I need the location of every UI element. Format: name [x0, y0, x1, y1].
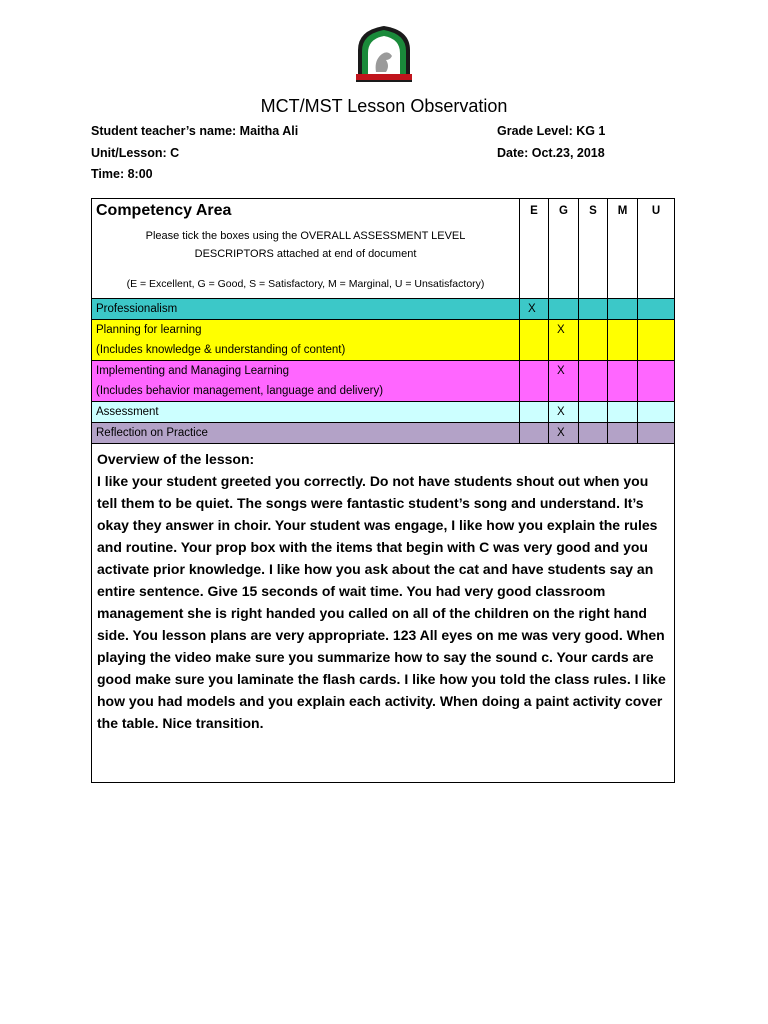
- mark-cell[interactable]: [638, 423, 675, 444]
- table-row: [92, 402, 675, 423]
- competency-implementing: [92, 361, 520, 402]
- mark-cell[interactable]: [638, 402, 675, 423]
- table-row: [92, 299, 675, 320]
- competency-label: Professionalism: [96, 303, 178, 315]
- column-header-s: S: [579, 199, 608, 299]
- competency-label: Planning for learning: [96, 324, 202, 336]
- mark-cell[interactable]: [608, 320, 638, 361]
- competency-label: Reflection on Practice: [96, 427, 208, 439]
- mark-cell[interactable]: [579, 402, 608, 423]
- competency-reflection: [92, 423, 520, 444]
- competency-planning: [92, 320, 520, 361]
- competency-sublabel: (Includes behavior management, language and delivery): [96, 385, 384, 397]
- mark-cell[interactable]: X: [549, 361, 579, 402]
- overview-body: I like your student greeted you correctly. Do not have students shout out when you tell them to be quiet. The songs were fantastic student’s song and understand. It’s okay they answer in choir. Your student was engage, I like how you explain the rules and routine. Your prop box with the items that begin with C was very good and you activate prior knowledge. I like how you ask about the cat and have students say an entire sentence. Give 15 seconds of wait time. You had very good classroom management she is right handed you called on all of the children on the right hand side. You lesson plans are very appropriate. 123 All eyes on me was very good. When playing the video make sure you summarize how to say the sound c. Your cards are good make sure you laminate the flash cards. I like how you told the class rules. I like how you had models and you explain each activity. When doing a paint activity cover the table. Nice transition.: [97, 473, 666, 731]
- overview-cell: [92, 444, 675, 783]
- mark-cell[interactable]: [638, 361, 675, 402]
- rating-key: (E = Excellent, G = Good, S = Satisfactory, M = Marginal, U = Unsatisfactory): [126, 278, 485, 290]
- instructions-line-2: DESCRIPTORS attached at end of document: [194, 248, 417, 260]
- mark-cell[interactable]: [638, 299, 675, 320]
- overview-title: Overview of the lesson:: [97, 451, 255, 467]
- mark-cell[interactable]: [608, 402, 638, 423]
- competency-header-cell: [92, 199, 520, 299]
- table-row: [92, 361, 675, 402]
- mark-cell[interactable]: [579, 361, 608, 402]
- mark-cell[interactable]: [579, 423, 608, 444]
- institution-logo-icon: [352, 24, 416, 84]
- overview-row: [92, 444, 675, 783]
- table-row: [92, 320, 675, 361]
- mark-cell[interactable]: [549, 299, 579, 320]
- mark-cell[interactable]: [608, 299, 638, 320]
- grade-level: Grade Level: KG 1: [497, 124, 606, 138]
- mark-cell[interactable]: [579, 299, 608, 320]
- competency-label: Implementing and Managing Learning: [96, 365, 290, 377]
- competency-professionalism: [92, 299, 520, 320]
- observation-time: Time: 8:00: [91, 167, 153, 181]
- mark-cell[interactable]: X: [549, 320, 579, 361]
- mark-cell[interactable]: [520, 423, 549, 444]
- unit-lesson: Unit/Lesson: C: [91, 146, 180, 160]
- mark-cell[interactable]: [638, 320, 675, 361]
- student-teacher-name: Student teacher’s name: Maitha Ali: [91, 124, 299, 138]
- column-header-u: U: [638, 199, 675, 299]
- instructions-text: [96, 227, 515, 263]
- mark-cell[interactable]: [608, 361, 638, 402]
- competency-area-title: Competency Area: [96, 202, 232, 219]
- competency-assessment: [92, 402, 520, 423]
- mark-cell[interactable]: X: [549, 402, 579, 423]
- table-row: [92, 423, 675, 444]
- table-header-row: [92, 199, 675, 299]
- mark-cell[interactable]: [520, 361, 549, 402]
- page-title: MCT/MST Lesson Observation: [260, 96, 508, 116]
- mark-cell[interactable]: [608, 423, 638, 444]
- competency-sublabel: (Includes knowledge & understanding of content): [96, 344, 346, 356]
- column-header-e: E: [520, 199, 549, 299]
- column-header-m: M: [608, 199, 638, 299]
- mark-cell[interactable]: X: [520, 299, 549, 320]
- competency-table: [91, 198, 675, 783]
- competency-label: Assessment: [96, 406, 159, 418]
- mark-cell[interactable]: X: [549, 423, 579, 444]
- mark-cell[interactable]: [579, 320, 608, 361]
- mark-cell[interactable]: [520, 320, 549, 361]
- instructions-line-1: Please tick the boxes using the OVERALL ASSESSMENT LEVEL: [145, 230, 466, 242]
- column-header-g: G: [549, 199, 579, 299]
- observation-date: Date: Oct.23, 2018: [497, 146, 605, 160]
- mark-cell[interactable]: [520, 402, 549, 423]
